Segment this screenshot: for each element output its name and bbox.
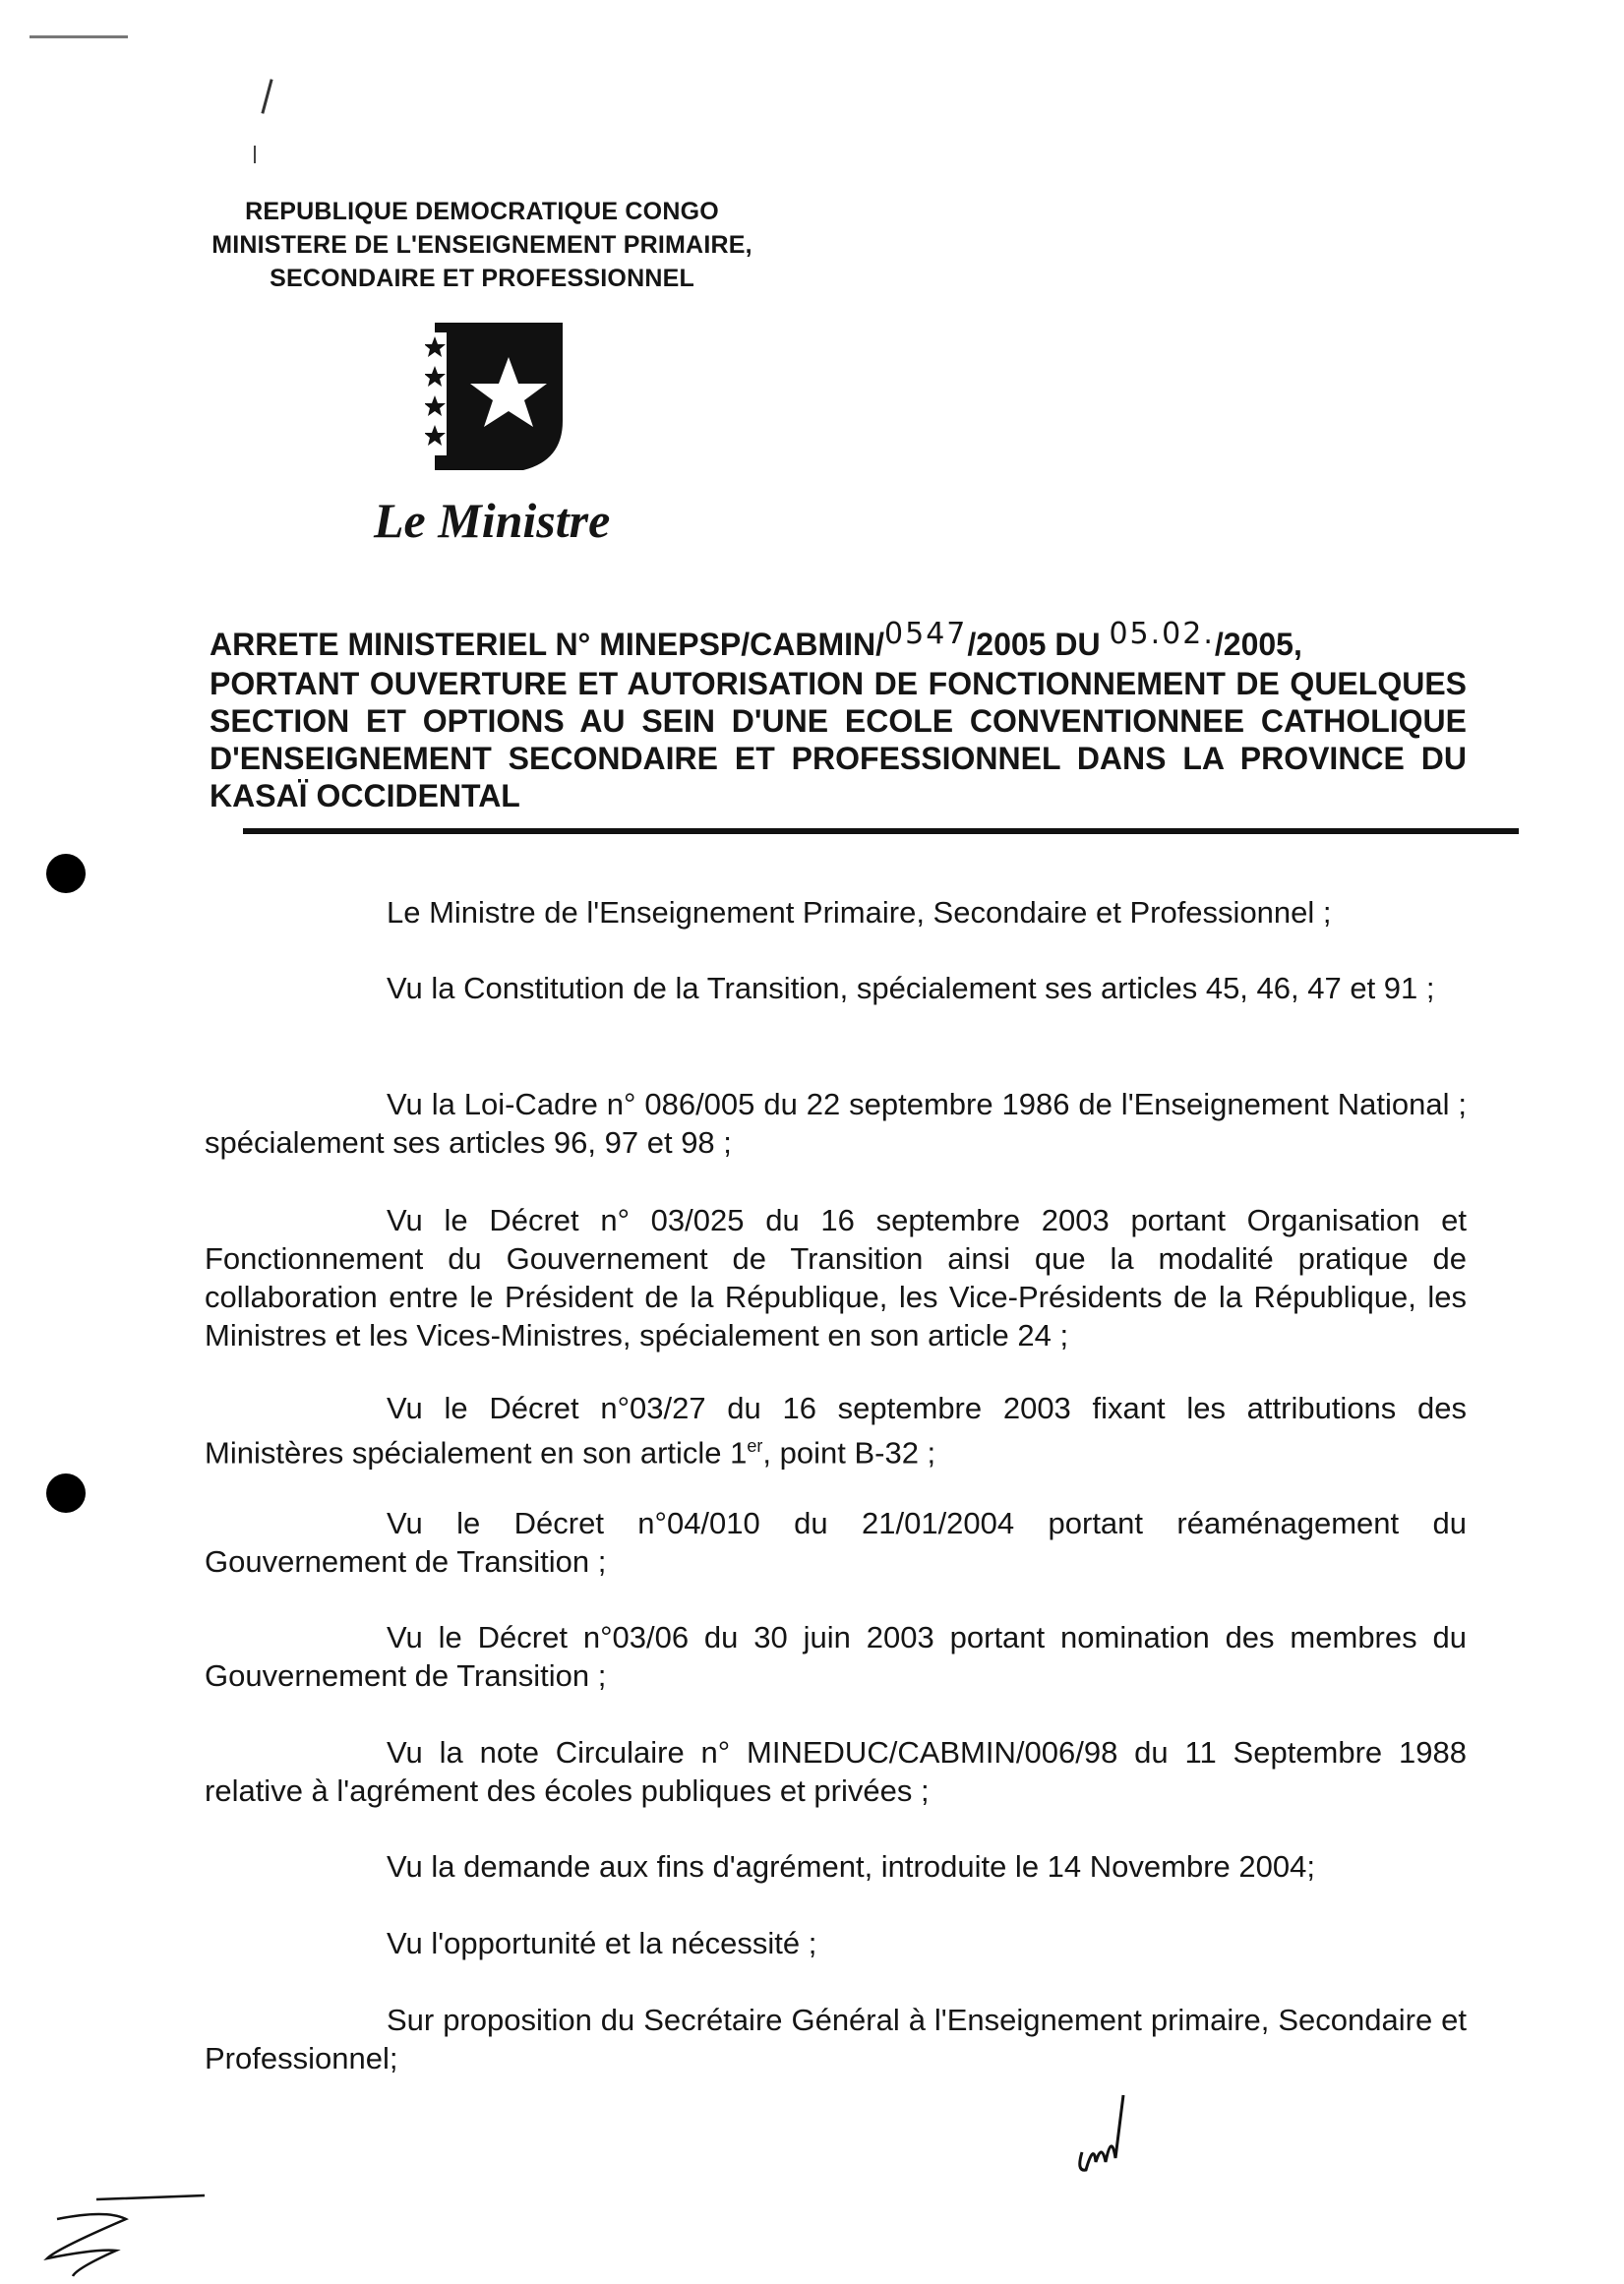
punch-hole	[46, 1473, 86, 1513]
title-body: PORTANT OUVERTURE ET AUTORISATION DE FONCTIONNEMENT DE QUELQUES SECTION ET OPTIONS AU SEIN D'UNE ECOLE CONVENTIONNEE CATHOLIQUE D'ENSEIGNEMENT SECONDAIRE ET PROFESSIONNEL DANS LA PROVINCE DU KASAÏ OCCIDENTAL	[210, 666, 1467, 813]
decree-title	[210, 617, 1467, 814]
paragraph: Vu le Décret n° 03/025 du 16 septembre 2003 portant Organisation et Fonctionnement du Gouvernement de Transition ainsi que la modalité pratique de collaboration entre le Président de la République, les Vice-Présidents de la République, les Ministres et les Vices-Ministres, spécialement en son article 24 ;	[205, 1203, 1467, 1352]
letterhead	[157, 195, 807, 295]
header-republic: REPUBLIQUE DEMOCRATIQUE CONGO	[245, 198, 719, 225]
paragraph: Vu le Décret n°03/06 du 30 juin 2003 portant nomination des membres du Gouvernement de Transition ;	[205, 1620, 1467, 1693]
title-prefix: ARRETE MINISTERIEL N° MINEPSP/CABMIN/	[210, 627, 885, 662]
paragraph: Vu l'opportunité et la nécessité ;	[387, 1926, 817, 1960]
paragraph: Vu la note Circulaire n° MINEDUC/CABMIN/006/98 du 11 Septembre 1988 relative à l'agrément des écoles publiques et privées ;	[205, 1735, 1467, 1808]
title-year: /2005 DU	[967, 627, 1110, 662]
scan-mark	[261, 79, 272, 114]
title-year-end: /2005,	[1214, 627, 1302, 662]
flag-star-icon	[425, 323, 572, 480]
paragraph: Vu le Décret n°03/27 du 16 septembre 2003 fixant les attributions des Ministères spécialement en son article 1er, point B-32 ;	[205, 1391, 1467, 1471]
paragraph: Vu la demande aux fins d'agrément, introduite le 14 Novembre 2004;	[387, 1849, 1315, 1884]
punch-hole	[46, 854, 86, 893]
le-ministre-label: Le Ministre	[374, 493, 611, 548]
handwritten-date: 05.02.	[1109, 617, 1215, 651]
initials-signature-icon	[1072, 2093, 1161, 2182]
scan-mark	[30, 35, 128, 38]
header-ministry-sub: SECONDAIRE ET PROFESSIONNEL	[270, 265, 694, 292]
paragraph: Vu le Décret n°04/010 du 21/01/2004 portant réaménagement du Gouvernement de Transition ;	[205, 1506, 1467, 1579]
paragraph: Vu la Constitution de la Transition, spécialement ses articles 45, 46, 47 et 91 ;	[387, 971, 1435, 1005]
paragraph: Le Ministre de l'Enseignement Primaire, Secondaire et Professionnel ;	[387, 895, 1332, 930]
handwritten-number: 0547	[884, 617, 968, 651]
scan-mark	[254, 146, 256, 163]
paragraph: Vu la Loi-Cadre n° 086/005 du 22 septembre 1986 de l'Enseignement National ; spécialement ses articles 96, 97 et 98 ;	[205, 1087, 1467, 1160]
header-ministry: MINISTERE DE L'ENSEIGNEMENT PRIMAIRE,	[211, 231, 752, 259]
paragraph: Sur proposition du Secrétaire Général à l'Enseignement primaire, Secondaire et Professionnel;	[205, 2003, 1467, 2075]
title-divider	[243, 828, 1519, 834]
signature-icon	[37, 2190, 214, 2278]
